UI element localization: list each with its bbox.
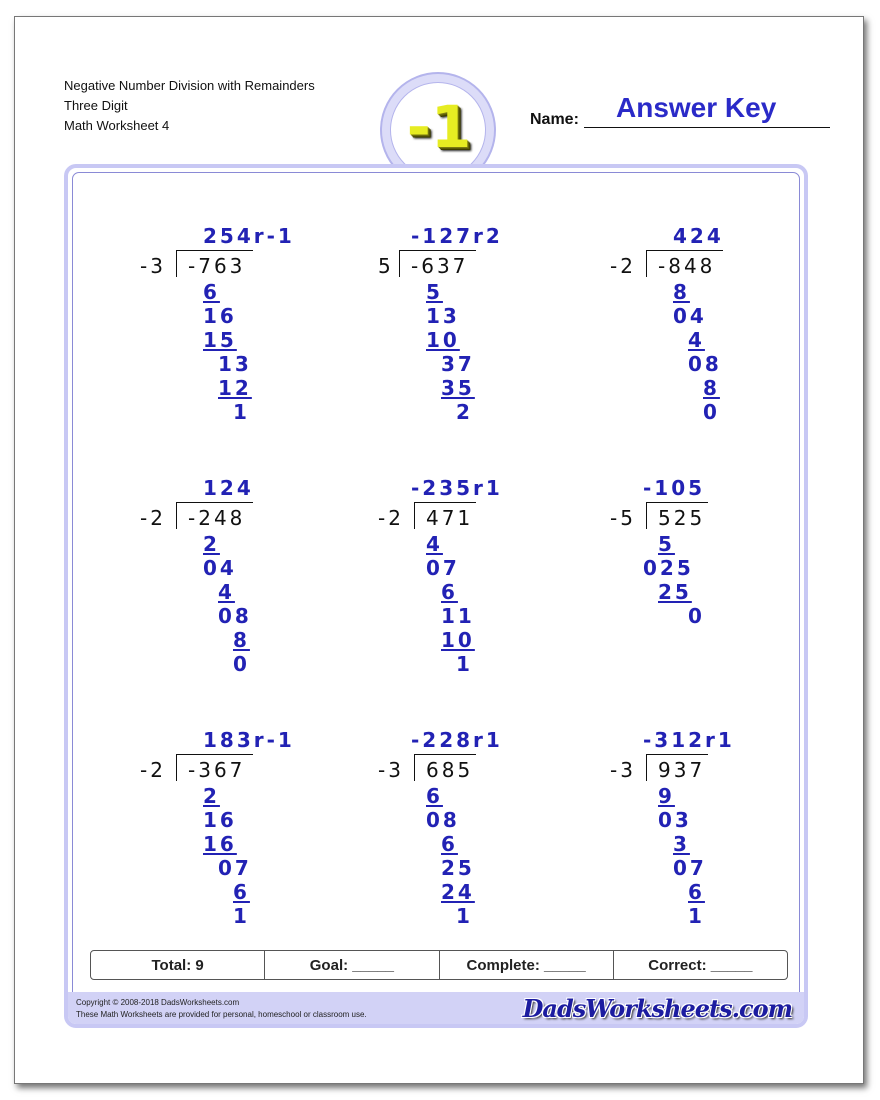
subtraction-step: 8 [673, 280, 690, 304]
divisor: -2 [140, 506, 166, 530]
subtraction-step: 16 [203, 832, 237, 856]
quotient: -235r1 [411, 476, 503, 500]
remainder-step: 08 [218, 604, 252, 628]
dividend: -248 [188, 506, 246, 530]
name-label: Name: [530, 111, 579, 128]
remainder-step: 07 [673, 856, 707, 880]
remainder-step: 2 [456, 400, 473, 424]
divisor: -3 [378, 758, 404, 782]
quotient: -127r2 [411, 224, 503, 248]
name-line [584, 127, 830, 128]
subtraction-step: 5 [658, 532, 675, 556]
remainder-step: 11 [441, 604, 475, 628]
remainder-step: 025 [643, 556, 694, 580]
divisor: -2 [140, 758, 166, 782]
remainder-step: 1 [233, 904, 250, 928]
subtraction-step: 12 [218, 376, 252, 400]
subtraction-step: 4 [426, 532, 443, 556]
dividend: 937 [658, 758, 706, 782]
total-cell: Total: 9 [91, 951, 265, 979]
quotient: 254r-1 [203, 224, 295, 248]
subtraction-step: 10 [441, 628, 475, 652]
worksheet-number: Math Worksheet 4 [64, 118, 170, 133]
remainder-step: 1 [233, 400, 250, 424]
remainder-step: 03 [658, 808, 692, 832]
divisor: -3 [140, 254, 166, 278]
subtraction-step: 6 [688, 880, 705, 904]
remainder-step: 16 [203, 808, 237, 832]
goal-cell: Goal: _____ [265, 951, 439, 979]
subtraction-step: 4 [688, 328, 705, 352]
subtraction-step: 6 [426, 784, 443, 808]
usage-note: These Math Worksheets are provided for personal, homeschool or classroom use. [76, 1010, 367, 1019]
remainder-step: 1 [456, 904, 473, 928]
subtraction-step: 9 [658, 784, 675, 808]
subtraction-step: 4 [218, 580, 235, 604]
subtraction-step: 2 [203, 784, 220, 808]
dividend: -848 [658, 254, 716, 278]
subtraction-step: 24 [441, 880, 475, 904]
divisor: -2 [378, 506, 404, 530]
remainder-step: 37 [441, 352, 475, 376]
remainder-step: 13 [218, 352, 252, 376]
remainder-step: 16 [203, 304, 237, 328]
quotient: 124 [203, 476, 254, 500]
worksheet-title: Negative Number Division with Remainders [64, 78, 315, 93]
dividend: 525 [658, 506, 706, 530]
subtraction-step: 6 [233, 880, 250, 904]
subtraction-step: 25 [658, 580, 692, 604]
dadsworksheets-logo: DadsWorksheets.com [522, 994, 792, 1023]
copyright-text: Copyright © 2008-2018 DadsWorksheets.com [76, 998, 240, 1007]
quotient: 424 [673, 224, 724, 248]
dividend: 471 [426, 506, 474, 530]
remainder-step: 08 [426, 808, 460, 832]
subtraction-step: 6 [441, 580, 458, 604]
quotient: 183r-1 [203, 728, 295, 752]
quotient: -312r1 [643, 728, 735, 752]
subtraction-step: 8 [233, 628, 250, 652]
subtraction-step: 6 [441, 832, 458, 856]
remainder-step: 13 [426, 304, 460, 328]
remainder-step: 08 [688, 352, 722, 376]
divisor: -2 [610, 254, 636, 278]
remainder-step: 04 [203, 556, 237, 580]
remainder-step: 1 [456, 652, 473, 676]
subtraction-step: 6 [203, 280, 220, 304]
remainder-step: 25 [441, 856, 475, 880]
subtraction-step: 3 [673, 832, 690, 856]
score-box [90, 950, 788, 980]
remainder-step: 0 [233, 652, 250, 676]
correct-cell: Correct: _____ [648, 956, 753, 974]
footer-bar [68, 992, 804, 1024]
remainder-step: 07 [426, 556, 460, 580]
divisor: -5 [610, 506, 636, 530]
quotient: -228r1 [411, 728, 503, 752]
dividend: 685 [426, 758, 474, 782]
subtraction-step: 15 [203, 328, 237, 352]
subtraction-step: 10 [426, 328, 460, 352]
answer-key-label: Answer Key [616, 92, 777, 123]
quotient: -105 [643, 476, 706, 500]
divisor: -3 [610, 758, 636, 782]
subtraction-step: 8 [703, 376, 720, 400]
worksheet-subtitle: Three Digit [64, 98, 128, 113]
negative-one-logo-icon: -1 [406, 93, 472, 161]
dividend: -637 [411, 254, 469, 278]
remainder-step: 07 [218, 856, 252, 880]
dividend: -763 [188, 254, 246, 278]
subtraction-step: 5 [426, 280, 443, 304]
subtraction-step: 2 [203, 532, 220, 556]
remainder-step: 0 [703, 400, 720, 424]
divisor: 5 [378, 254, 394, 278]
remainder-step: 1 [688, 904, 705, 928]
complete-cell: Complete: _____ [440, 951, 614, 979]
dividend: -367 [188, 758, 246, 782]
subtraction-step: 35 [441, 376, 475, 400]
remainder-step: 04 [673, 304, 707, 328]
remainder-step: 0 [688, 604, 705, 628]
